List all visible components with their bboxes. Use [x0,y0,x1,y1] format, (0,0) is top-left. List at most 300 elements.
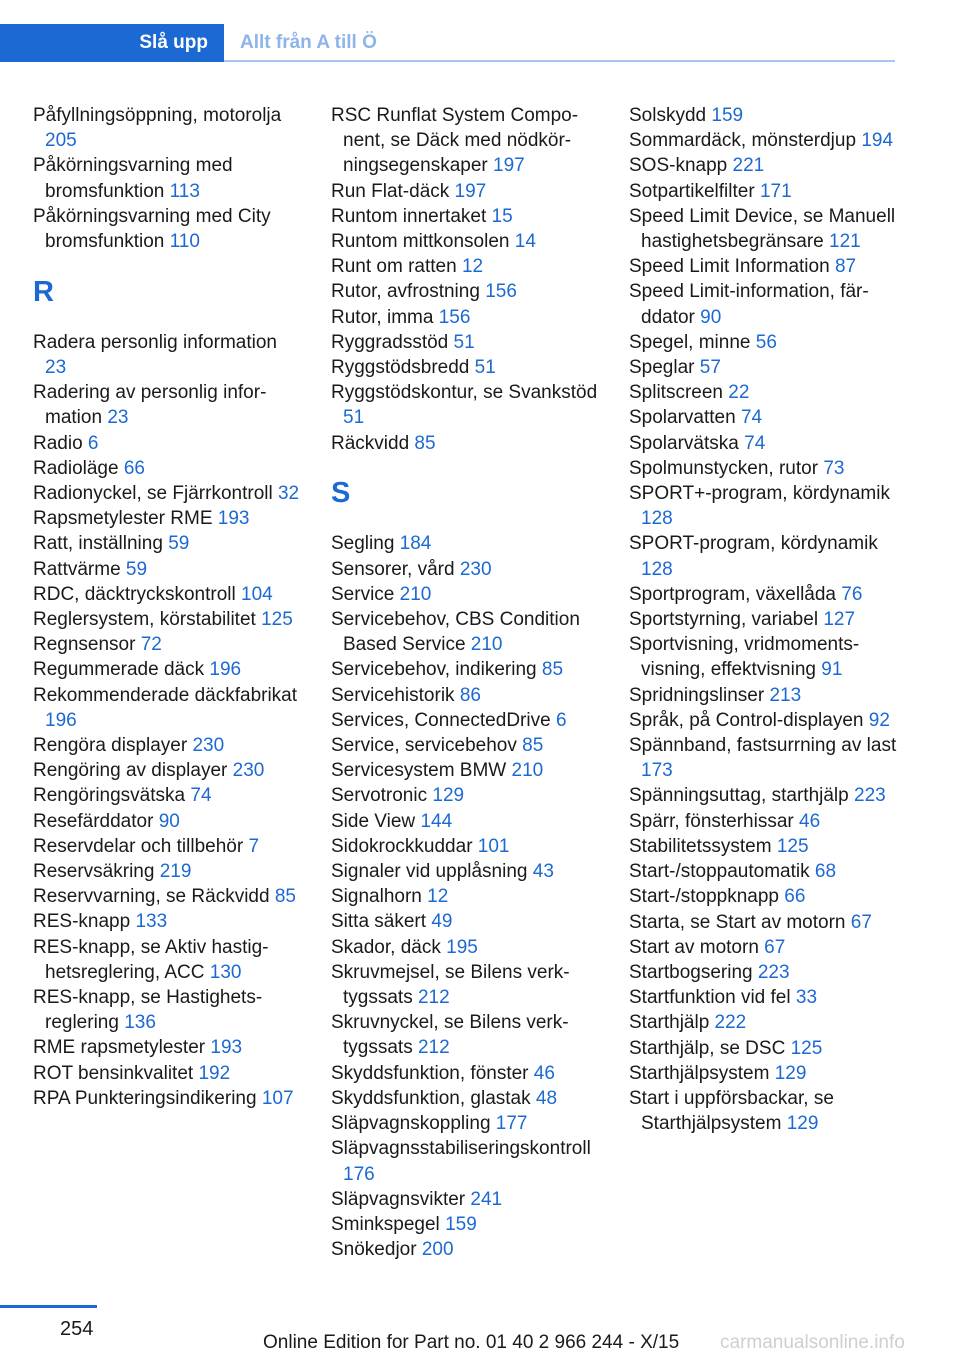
index-entry [33,935,301,985]
entry-term: RME rapsmetylester [33,1037,211,1059]
index-entry [629,809,904,834]
index-entry [33,1035,301,1060]
page-reference-link[interactable]: 6 [555,709,567,731]
entry-term: Påfyllningsöppning, motorolja [33,105,282,126]
page-number: 254 [60,1318,94,1340]
page-reference-link[interactable]: 48 [535,1087,558,1109]
entry-term: Reglersystem, körstabilitet [33,609,262,631]
page-reference-link[interactable]: 171 [759,180,792,202]
index-entry [629,103,904,128]
index-entry [331,1212,599,1237]
index-entry [33,859,301,884]
index-entry [331,1010,599,1060]
entry-term: Starta, se Start av motorn [629,911,851,933]
page-reference-link[interactable]: 200 [421,1239,454,1261]
index-entry [629,431,904,456]
index-entry [331,884,599,909]
page-reference-link[interactable]: 12 [461,256,484,278]
page-reference-link[interactable]: 23 [45,357,67,378]
entry-term: Sportvisning, vridmomentsvisning, effektvisning [629,634,860,681]
page-reference-link[interactable]: 110 [169,231,200,253]
entry-term: Startfunktion vid fel [629,987,796,1009]
page-reference-link[interactable]: 90 [158,810,180,832]
index-entry [629,985,904,1010]
entry-term: Starthjälpsystem [629,1062,775,1084]
page-reference-link[interactable]: 195 [446,936,478,958]
page-reference-link[interactable]: 7 [248,835,260,857]
tab-sla-upp[interactable]: Slå upp [0,24,224,62]
index-entry [629,1010,904,1035]
page-reference-link[interactable]: 230 [459,558,492,580]
index-entry [331,683,599,708]
page-reference-link[interactable]: 87 [834,256,857,278]
page-reference-link[interactable]: 222 [714,1012,747,1034]
entry-term: Skruvmejsel, se Bilens verktygssats [331,961,570,1009]
page-reference-link[interactable]: 32 [277,483,300,505]
index-entry [629,254,904,279]
index-entry [331,809,599,834]
page-reference-link[interactable]: 213 [769,684,802,706]
page-reference-link[interactable]: 72 [140,634,162,656]
entry-term: Regnsensor [33,634,141,656]
page-reference-link[interactable]: 104 [241,583,273,605]
page-reference-link[interactable]: 107 [261,1087,294,1109]
page-reference-link[interactable]: 223 [757,961,790,983]
page-reference-link[interactable]: 125 [776,835,809,857]
entry-term: Sitta säkert [331,911,432,933]
entry-term: Skyddsfunktion, fönster [331,1062,534,1084]
index-entry [331,708,599,733]
page-reference-link[interactable]: 68 [814,861,837,883]
page-reference-link[interactable]: 197 [493,155,525,177]
entry-term: Regummerade däck [33,659,210,681]
entry-term: Räckvidd [331,432,415,454]
entry-term: Starthjälp [629,1012,715,1034]
entry-term: Start av motorn [629,936,765,958]
entry-term: Radionyckel, se Fjärrkontroll [33,483,278,505]
page-reference-link[interactable]: 128 [641,558,673,580]
index-entry [33,683,301,733]
entry-term: Spänningsuttag, starthjälp [629,785,854,807]
entry-term: Reservdelar och tillbehör [33,835,249,857]
index-entry [33,456,301,481]
page-reference-link[interactable]: 129 [432,785,465,807]
page-reference-link[interactable]: 121 [829,231,861,253]
entry-term: Start-/stoppknapp [629,886,785,908]
page-reference-link[interactable]: 159 [711,105,744,126]
index-entry [629,380,904,405]
index-entry [33,506,301,531]
index-entry [629,153,904,178]
index-entry [33,657,301,682]
entry-term: Servicebehov, CBS Condition Based Service [331,609,580,656]
entry-term: Sommardäck, mönsterdjup [629,130,862,152]
entry-term: SPORT-program, kördynamik [629,533,878,555]
entry-term: Sportprogram, växellåda [629,583,842,605]
page-reference-link[interactable]: 156 [485,281,517,303]
index-entry [331,254,599,279]
entry-term: Reservsäkring [33,861,160,883]
page-reference-link[interactable]: 91 [821,659,843,681]
entry-term: Spolmunstycken, rutor [629,457,824,479]
entry-term: Sportstyrning, variabel [629,609,824,631]
page-reference-link[interactable]: 85 [541,659,564,681]
entry-term: Släpvagnskoppling [331,1113,496,1135]
page-reference-link[interactable]: 92 [868,709,890,731]
page-reference-link[interactable]: 230 [192,735,225,757]
entry-term: Speed Limit-information, färddator [629,281,869,328]
index-entry [33,632,301,657]
page-reference-link[interactable]: 173 [641,760,673,782]
page-reference-link[interactable]: 73 [823,457,845,479]
index-entry [629,582,904,607]
page-reference-link[interactable]: 85 [414,432,436,454]
page-reference-link[interactable]: 241 [470,1188,503,1210]
page-reference-link[interactable]: 129 [786,1113,819,1135]
section-letter: S [331,477,351,510]
entry-term: Ratt, inställning [33,533,169,555]
section-letter: R [33,275,54,308]
page-reference-link[interactable]: 57 [699,357,721,379]
index-entry [33,582,301,607]
entry-term: RPA Punkteringsindikering [33,1087,262,1109]
entry-term: Start-/stoppautomatik [629,861,815,883]
entry-term: Spridningslinser [629,684,770,706]
index-entry [33,431,301,456]
index-entry [331,330,599,355]
index-entry [629,330,904,355]
entry-term: Sminkspegel [331,1213,446,1235]
index-entry [33,758,301,783]
entry-term: Side View [331,810,421,832]
entry-term: Stabilitetssystem [629,835,777,857]
entry-term: Runt om ratten [331,256,462,278]
index-entry [629,405,904,430]
entry-term: Servotronic [331,785,433,807]
index-entry [331,1136,599,1186]
page-reference-link[interactable]: 129 [774,1062,807,1084]
index-entry [331,305,599,330]
entry-term: Services, ConnectedDrive [331,709,556,731]
entry-term: Radio [33,432,88,454]
page-reference-link[interactable]: 12 [427,886,449,908]
index-entry [33,884,301,909]
index-entry [331,657,599,682]
page-reference-link[interactable]: 125 [261,609,293,631]
page-reference-link[interactable]: 210 [399,583,432,605]
entry-term: Starthjälp, se DSC [629,1037,791,1059]
index-entry [629,204,904,254]
entry-term: Rapsmetylester RME [33,508,218,530]
index-column-3 [629,103,904,1136]
index-entry [331,859,599,884]
page-reference-link[interactable]: 212 [417,1037,450,1059]
page-reference-link[interactable]: 14 [514,231,536,253]
index-entry [331,834,599,859]
index-entry [331,758,599,783]
index-entry [331,960,599,1010]
index-entry [629,859,904,884]
entry-term: Runtom mittkonsolen [331,231,515,253]
index-entry [33,330,301,380]
index-entry [629,1061,904,1086]
index-entry [331,103,599,179]
index-entry [331,380,599,430]
entry-term: Ryggstödsbredd [331,357,475,379]
page-reference-link[interactable]: 194 [861,130,894,152]
page-reference-link[interactable]: 67 [764,936,786,958]
index-entry [629,607,904,632]
entry-term: Rekommenderade däckfabrikat [33,684,298,706]
index-entry [629,1036,904,1061]
page-reference-link[interactable]: 230 [232,760,265,782]
index-entry [33,733,301,758]
index-entry [33,103,301,153]
page-reference-link[interactable]: 197 [454,180,487,202]
entry-term: Rengöringsvätska [33,785,191,807]
page-reference-link[interactable]: 176 [343,1163,375,1185]
page-reference-link[interactable]: 219 [159,861,192,883]
index-entry [629,531,904,581]
entry-term: Reservvarning, se Räckvidd [33,886,275,908]
index-entry [629,733,904,783]
page-reference-link[interactable]: 159 [445,1213,477,1235]
entry-term: Sotpartikelfilter [629,180,760,202]
entry-term: Signaler vid upplåsning [331,861,533,883]
index-entry [33,204,301,254]
page-reference-link[interactable]: 196 [209,659,242,681]
page-reference-link[interactable]: 177 [495,1113,528,1135]
page-reference-link[interactable]: 46 [799,810,821,832]
page-reference-link[interactable]: 136 [124,1012,156,1034]
page-reference-link[interactable]: 90 [700,306,722,328]
page-reference-link[interactable]: 192 [198,1062,231,1084]
page-reference-link[interactable]: 74 [740,407,763,429]
page-reference-link[interactable]: 221 [732,155,765,177]
index-entry [331,1237,599,1262]
entry-term: Start i uppförsbackar, se Starthjälpsystem [629,1087,834,1135]
entry-term: Radering av personlig information [33,382,267,429]
entry-term: RES-knapp [33,911,136,933]
index-entry [629,935,904,960]
entry-term: Skruvnyckel, se Bilens verktygssats [331,1012,569,1059]
entry-term: RES-knapp, se Hastighetsreglering [33,987,263,1034]
index-entry [331,1086,599,1111]
index-entry [331,557,599,582]
page-reference-link[interactable]: 67 [850,911,872,933]
index-column-2 [331,103,599,1262]
page-reference-link[interactable]: 56 [755,331,777,353]
entry-term: Släpvagnsvikter [331,1188,471,1210]
page-reference-link[interactable]: 144 [420,810,453,832]
index-entry [331,204,599,229]
index-entry [629,456,904,481]
page-reference-link[interactable]: 133 [135,911,168,933]
entry-term: Skyddsfunktion, glastak [331,1087,536,1109]
entry-term: Språk, på Control-displayen [629,709,869,731]
entry-term: Servicebehov, indikering [331,659,542,681]
page-reference-link[interactable]: 49 [431,911,453,933]
page-reference-link[interactable]: 51 [343,407,365,429]
entry-term: Speed Limit Device, se Manuell hastighetsbegränsare [629,205,896,253]
page-reference-link[interactable]: 210 [470,634,503,656]
entry-term: Segling [331,533,400,555]
page-reference-link[interactable]: 43 [532,861,554,883]
top-navigation [0,0,960,64]
entry-term: Spolarvatten [629,407,741,429]
entry-term: Påkörningsvarning med City bromsfunktion [33,205,271,253]
index-entry [331,229,599,254]
page-reference-link[interactable]: 51 [474,357,496,379]
page-reference-link[interactable]: 59 [168,533,190,555]
index-entry [629,179,904,204]
entry-term: RSC Runflat System Component, se Däck med nödkörningsegenskaper [331,105,579,177]
index-entry [33,531,301,556]
entry-term: Rutor, avfrostning [331,281,486,303]
entry-term: Spegel, minne [629,331,756,353]
page-reference-link[interactable]: 66 [784,886,806,908]
page-reference-link[interactable]: 193 [210,1037,243,1059]
page-reference-link[interactable]: 74 [190,785,212,807]
entry-term: Service [331,583,400,605]
index-entry [331,1061,599,1086]
footer-divider [0,1305,97,1308]
index-entry [629,960,904,985]
entry-term: Ryggstödskontur, se Svankstöd [331,382,598,404]
page-reference-link[interactable]: 15 [491,205,513,227]
index-entry [33,607,301,632]
index-entry [629,910,904,935]
index-entry [331,531,599,556]
page-reference-link[interactable]: 205 [45,130,77,152]
page-reference-link[interactable]: 223 [854,785,886,807]
entry-term: SPORT+-program, kördynamik [629,483,890,505]
index-entry [33,1061,301,1086]
entry-term: Splitscreen [629,382,729,404]
entry-term: Sidokrockkuddar [331,835,478,857]
entry-term: SOS-knapp [629,155,733,177]
entry-term: ROT bensinkvalitet [33,1062,199,1084]
entry-term: Rutor, imma [331,306,439,328]
entry-term: Solskydd [629,105,712,126]
page-reference-link[interactable]: 33 [795,987,818,1009]
index-entry [331,935,599,960]
entry-term: Service, servicebehov [331,735,523,757]
index-entry [629,632,904,682]
page-reference-link[interactable]: 23 [107,407,129,429]
entry-term: Snökedjor [331,1239,422,1261]
index-entry [33,985,301,1035]
index-entry [331,355,599,380]
entry-term: Släpvagnsstabiliseringskontroll [331,1138,591,1160]
page-reference-link[interactable]: 125 [790,1037,823,1059]
index-entry [331,783,599,808]
index-entry [33,481,301,506]
page-reference-link[interactable]: 86 [459,684,481,706]
index-column-1 [33,103,301,1111]
entry-term: RES-knapp, se Aktiv hastighetsreglering, ACC [33,936,269,983]
edition-text: Online Edition for Part no. 01 40 2 966 244 - X/15 [263,1332,680,1353]
page-reference-link[interactable]: 156 [438,306,471,328]
watermark: carmanualsonline.info [720,1332,905,1353]
page-reference-link[interactable]: 76 [841,583,863,605]
page-reference-link[interactable]: 193 [217,508,250,530]
index-entry [331,607,599,657]
index-entry [629,683,904,708]
index-entry [331,909,599,934]
index-entry [33,809,301,834]
entry-term: Påkörningsvarning med bromsfunktion [33,155,233,202]
index-entry [331,582,599,607]
page-reference-link[interactable]: 85 [274,886,296,908]
index-entry [629,884,904,909]
entry-term: Startbogsering [629,961,758,983]
page-reference-link[interactable]: 130 [209,961,242,983]
entry-term: Skador, däck [331,936,447,958]
page-reference-link[interactable]: 101 [477,835,510,857]
page-reference-link[interactable]: 113 [169,180,200,202]
index-entry [33,153,301,203]
entry-term: Radioläge [33,457,124,479]
page-reference-link[interactable]: 212 [417,987,450,1009]
index-entry [33,834,301,859]
page-reference-link[interactable]: 59 [125,558,148,580]
index-entry [629,279,904,329]
index-entry [33,783,301,808]
index-entry [629,783,904,808]
index-entry [33,380,301,430]
page-reference-link[interactable]: 51 [453,331,475,353]
entry-term: Servicesystem BMW [331,760,512,782]
entry-term: Runtom innertaket [331,205,492,227]
entry-term: Resefärddator [33,810,159,832]
page-reference-link[interactable]: 22 [728,382,750,404]
index-entry [331,279,599,304]
entry-term: Signalhorn [331,886,428,908]
index-entry [629,128,904,153]
entry-term: Speglar [629,357,700,379]
entry-term: Rengöra displayer [33,735,193,757]
entry-term: Run Flat-däck [331,180,455,202]
page-reference-link[interactable]: 196 [45,709,77,731]
index-entry [33,557,301,582]
index-entry [629,481,904,531]
page-reference-link[interactable]: 184 [399,533,432,555]
entry-term: Radera personlig information [33,331,277,353]
entry-term: Rengöring av displayer [33,760,233,782]
index-entry [629,834,904,859]
page-reference-link[interactable]: 128 [641,508,673,530]
index-entry [331,179,599,204]
index-entry [331,1111,599,1136]
page-reference-link[interactable]: 6 [87,432,99,454]
tab-allt-fran-a-till-o[interactable]: Allt från A till Ö [240,32,377,53]
page-reference-link[interactable]: 210 [511,760,544,782]
index-entry [331,431,599,456]
index-entry [629,1086,904,1136]
entry-term: Ryggradsstöd [331,331,454,353]
page-reference-link[interactable]: 74 [744,432,766,454]
page-reference-link[interactable]: 46 [533,1062,555,1084]
page-reference-link[interactable]: 127 [823,609,856,631]
entry-term: Sensorer, vård [331,558,460,580]
entry-term: RDC, däcktryckskontroll [33,583,241,605]
page-reference-link[interactable]: 66 [123,457,145,479]
entry-term: Rattvärme [33,558,126,580]
entry-term: Spärr, fönsterhissar [629,810,800,832]
page-reference-link[interactable]: 85 [522,735,544,757]
entry-term: Speed Limit Information [629,256,835,278]
